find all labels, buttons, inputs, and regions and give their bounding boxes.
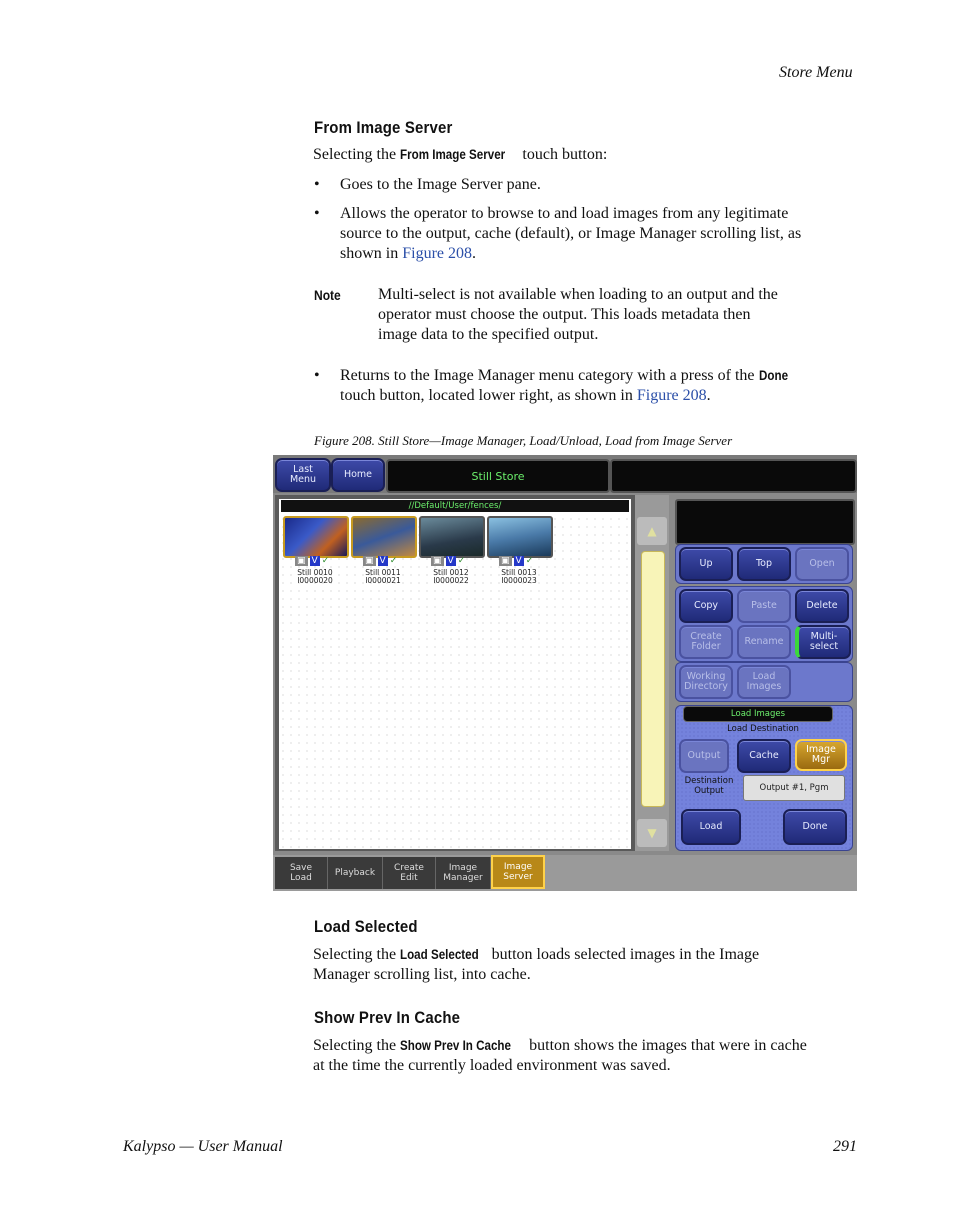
- rename-button[interactable]: Rename: [737, 625, 791, 659]
- thumb-name: Still 0011: [365, 568, 401, 577]
- scroll-up-icon[interactable]: ▲: [637, 517, 667, 545]
- destination-output-field[interactable]: Output #1, Pgm: [743, 775, 845, 801]
- last-menu-button[interactable]: [275, 458, 331, 492]
- label: Output: [694, 786, 724, 796]
- up-button[interactable]: Up: [679, 547, 733, 581]
- note-text: [378, 285, 778, 345]
- picture-icon: ▣: [433, 556, 442, 566]
- thumb-label: [353, 569, 413, 585]
- text: .: [706, 387, 711, 404]
- label: Create: [690, 631, 722, 642]
- label: Image: [448, 863, 478, 873]
- thumb-id: I0000023: [501, 576, 537, 585]
- paste-button[interactable]: Paste: [737, 589, 791, 623]
- load-images-title: Load Images: [683, 706, 833, 722]
- label: select: [809, 641, 839, 652]
- tab-save-load[interactable]: [275, 857, 328, 889]
- cache-button[interactable]: Cache: [737, 739, 791, 773]
- text: touch button:: [522, 146, 608, 163]
- picture-icon: ▣: [297, 556, 306, 566]
- line: image data to the specified output.: [378, 326, 599, 343]
- tab-image-server[interactable]: [491, 855, 545, 889]
- path-bar: //Default/User/fences/: [281, 500, 629, 512]
- label: Image: [503, 862, 533, 872]
- video-icon: V: [515, 556, 522, 566]
- text: button loads selected images in the Image: [491, 946, 760, 963]
- line: [340, 366, 788, 386]
- tab-playback[interactable]: [328, 857, 383, 889]
- label: Working: [686, 671, 726, 682]
- check-icon: ✓: [525, 556, 534, 566]
- still-store-screenshot: [273, 455, 857, 891]
- text: .: [472, 245, 477, 262]
- thumbnail-image[interactable]: [283, 516, 349, 558]
- text: button shows the images that were in cache: [529, 1037, 807, 1054]
- output-button[interactable]: Output: [679, 739, 729, 773]
- figure-link[interactable]: Figure 208: [636, 387, 707, 404]
- label: Image: [806, 744, 836, 755]
- video-icon: V: [379, 556, 386, 566]
- line: [340, 244, 801, 264]
- line: [340, 386, 788, 406]
- thumbnail-image[interactable]: [419, 516, 485, 558]
- line: Multi-select is not available when loading to an output and the: [378, 286, 778, 303]
- line: Allows the operator to browse to and load images from any legitimate: [340, 205, 789, 222]
- label: Playback: [334, 868, 376, 878]
- note-label: Note: [314, 287, 341, 303]
- line: Manager scrolling list, into cache.: [313, 966, 531, 983]
- bullet: •: [314, 176, 320, 193]
- bullet-text-3: [340, 366, 788, 406]
- done-button[interactable]: Done: [783, 809, 847, 845]
- label: Save: [289, 863, 313, 873]
- thumbnail-image[interactable]: [487, 516, 553, 558]
- top-button[interactable]: Top: [737, 547, 791, 581]
- section-title-show-prev-in-cache: Show Prev In Cache: [314, 1008, 461, 1027]
- label: Create: [394, 863, 424, 873]
- load-destination-label: Load Destination: [727, 724, 799, 734]
- thumb-id: I0000020: [297, 576, 333, 585]
- label: Menu: [289, 474, 317, 485]
- bullet: •: [314, 367, 320, 384]
- video-icon: V: [447, 556, 454, 566]
- label: Load: [752, 671, 776, 682]
- thumb-id: I0000021: [365, 576, 401, 585]
- load-button[interactable]: Load: [681, 809, 741, 845]
- screen-title: Still Store: [386, 459, 610, 493]
- text: touch button, located lower right, as shown in: [340, 387, 633, 404]
- bullet: •: [314, 205, 320, 222]
- button-name: Done: [758, 368, 788, 383]
- scrollbar-thumb[interactable]: [641, 551, 665, 807]
- line: at the time the currently loaded environment was saved.: [313, 1057, 671, 1074]
- button-name: From Image Server: [400, 147, 506, 162]
- thumb-name: Still 0010: [297, 568, 333, 577]
- working-directory-button[interactable]: [679, 665, 733, 699]
- image-mgr-button[interactable]: [795, 739, 847, 771]
- thumb-name: Still 0013: [501, 568, 537, 577]
- multi-select-button[interactable]: [795, 625, 851, 659]
- button-name: Show Prev In Cache: [400, 1038, 512, 1053]
- page-number: 291: [833, 1138, 857, 1155]
- tab-create-edit[interactable]: [383, 857, 436, 889]
- paragraph-intro: [313, 145, 607, 165]
- text: Selecting the: [313, 1037, 397, 1054]
- label: Load: [290, 873, 312, 883]
- bullet-text-2: [340, 204, 801, 264]
- text: Selecting the: [313, 946, 397, 963]
- scroll-down-icon[interactable]: ▼: [637, 819, 667, 847]
- section-title-load-selected: Load Selected: [314, 917, 418, 936]
- label: Edit: [400, 873, 418, 883]
- thumb-label: [285, 569, 345, 585]
- copy-button[interactable]: Copy: [679, 589, 733, 623]
- running-header: Store Menu: [779, 64, 853, 81]
- destination-output-label: [677, 776, 741, 796]
- thumb-status-icons: [431, 556, 465, 566]
- tab-image-manager[interactable]: [436, 857, 491, 889]
- status-display: [610, 459, 857, 493]
- text: shown in: [340, 245, 399, 262]
- text: Returns to the Image Manager menu category with a press of the: [340, 367, 755, 384]
- picture-icon: ▣: [365, 556, 374, 566]
- paragraph-show-prev: [313, 1036, 807, 1076]
- thumb-status-icons: [363, 556, 397, 566]
- thumb-id: I0000022: [433, 576, 469, 585]
- line: [313, 1036, 807, 1056]
- line: [313, 945, 759, 965]
- delete-button[interactable]: Delete: [795, 589, 849, 623]
- thumb-label: [489, 569, 549, 585]
- thumb-status-icons: [295, 556, 329, 566]
- check-icon: ✓: [457, 556, 466, 566]
- home-button[interactable]: Home: [331, 458, 385, 492]
- thumb-status-icons: [499, 556, 533, 566]
- label: Folder: [691, 641, 721, 652]
- check-icon: ✓: [389, 556, 398, 566]
- label: Multi-: [810, 631, 838, 642]
- label: Mgr: [811, 754, 831, 765]
- paragraph-load-selected: [313, 945, 759, 985]
- figure-link[interactable]: Figure 208: [402, 245, 473, 262]
- open-button[interactable]: Open: [795, 547, 849, 581]
- label: Manager: [443, 873, 483, 883]
- footer-title: Kalypso — User Manual: [123, 1138, 283, 1155]
- label: Server: [503, 872, 533, 882]
- text: Selecting the: [313, 146, 397, 163]
- load-images-mode-button[interactable]: [737, 665, 791, 699]
- video-icon: V: [311, 556, 318, 566]
- label: Destination: [684, 776, 734, 786]
- line: operator must choose the output. This loads metadata then: [378, 306, 751, 323]
- thumb-name: Still 0012: [433, 568, 469, 577]
- thumbnail-image[interactable]: [351, 516, 417, 558]
- check-icon: ✓: [321, 556, 330, 566]
- button-name: Load Selected: [400, 947, 479, 962]
- section-title-from-image-server: From Image Server: [314, 118, 453, 137]
- thumb-label: [421, 569, 481, 585]
- label: Directory: [684, 681, 728, 692]
- line: source to the output, cache (default), or Image Manager scrolling list, as: [340, 225, 802, 242]
- figure-caption: Figure 208. Still Store—Image Manager, Load/Unload, Load from Image Server: [314, 433, 733, 448]
- info-display: [675, 499, 855, 545]
- create-folder-button[interactable]: [679, 625, 733, 659]
- label: Last: [293, 464, 313, 475]
- bullet-text-1: Goes to the Image Server pane.: [340, 176, 541, 193]
- label: Images: [746, 681, 782, 692]
- picture-icon: ▣: [501, 556, 510, 566]
